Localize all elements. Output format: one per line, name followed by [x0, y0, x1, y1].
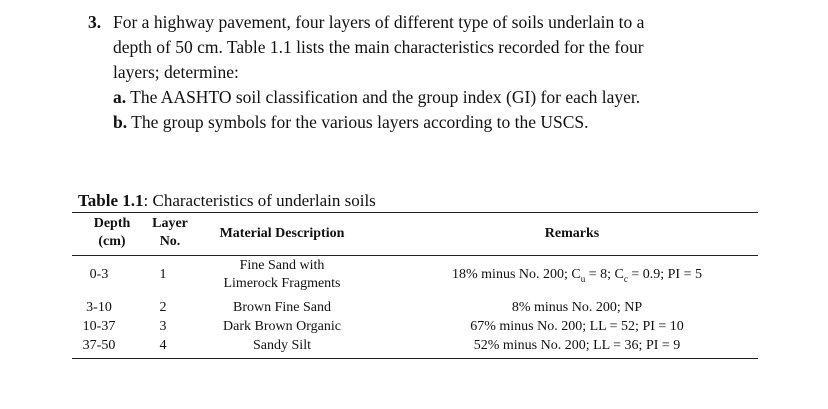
- row1-depth: 0-3: [89, 267, 109, 282]
- header-depth: Depth (cm): [93, 216, 131, 249]
- problem-line-1: For a highway pavement, four layers of different type of soils underlain to a: [113, 12, 645, 32]
- row4-layer: 4: [159, 338, 167, 353]
- row3-depth: 10-37: [82, 319, 116, 334]
- header-remarks: Remarks: [544, 226, 600, 241]
- part-a-label: a.: [113, 87, 127, 107]
- table-top-rule: [72, 212, 758, 213]
- header-material: Material Description: [219, 226, 345, 241]
- header-layer: Layer No.: [152, 216, 188, 249]
- row3-layer: 3: [159, 319, 167, 334]
- problem-line-3: layers; determine:: [113, 62, 239, 82]
- part-b-text: The group symbols for the various layers according to the USCS.: [127, 112, 589, 132]
- row4-remarks: 52% minus No. 200; LL = 36; PI = 9: [473, 338, 681, 353]
- table-bottom-rule: [72, 358, 758, 359]
- part-b: [113, 110, 589, 135]
- problem-number: 3.: [88, 12, 102, 32]
- row2-remarks: 8% minus No. 200; NP: [511, 300, 643, 315]
- soil-table: [72, 212, 758, 359]
- table-caption: [78, 191, 376, 211]
- table-caption-label: Table 1.1: [78, 191, 144, 210]
- row4-material: Sandy Silt: [253, 338, 311, 353]
- part-a: [113, 85, 640, 110]
- row1-remarks: 18% minus No. 200; $C_u = 8$; $C_c = 0.9$; PI = 5: [452, 267, 702, 284]
- row3-remarks: 67% minus No. 200; LL = 52; PI = 10: [470, 319, 684, 334]
- part-b-label: b.: [113, 112, 128, 132]
- row2-material: Brown Fine Sand: [233, 300, 331, 315]
- row1-material: Fine Sand with Limerock Fragments: [223, 258, 341, 291]
- row2-depth: 3-10: [86, 300, 112, 315]
- row3-material: Dark Brown Organic: [223, 319, 341, 334]
- table-caption-text: : Characteristics of underlain soils: [143, 191, 376, 210]
- part-a-text: The AASHTO soil classification and the group index (GI) for each layer.: [126, 87, 641, 107]
- table-header-rule: [72, 255, 758, 256]
- row4-depth: 37-50: [82, 338, 116, 353]
- row1-layer: 1: [159, 267, 167, 282]
- row2-layer: 2: [159, 300, 167, 315]
- problem-line-2: depth of 50 cm. Table 1.1 lists the main characteristics recorded for the four: [113, 37, 644, 57]
